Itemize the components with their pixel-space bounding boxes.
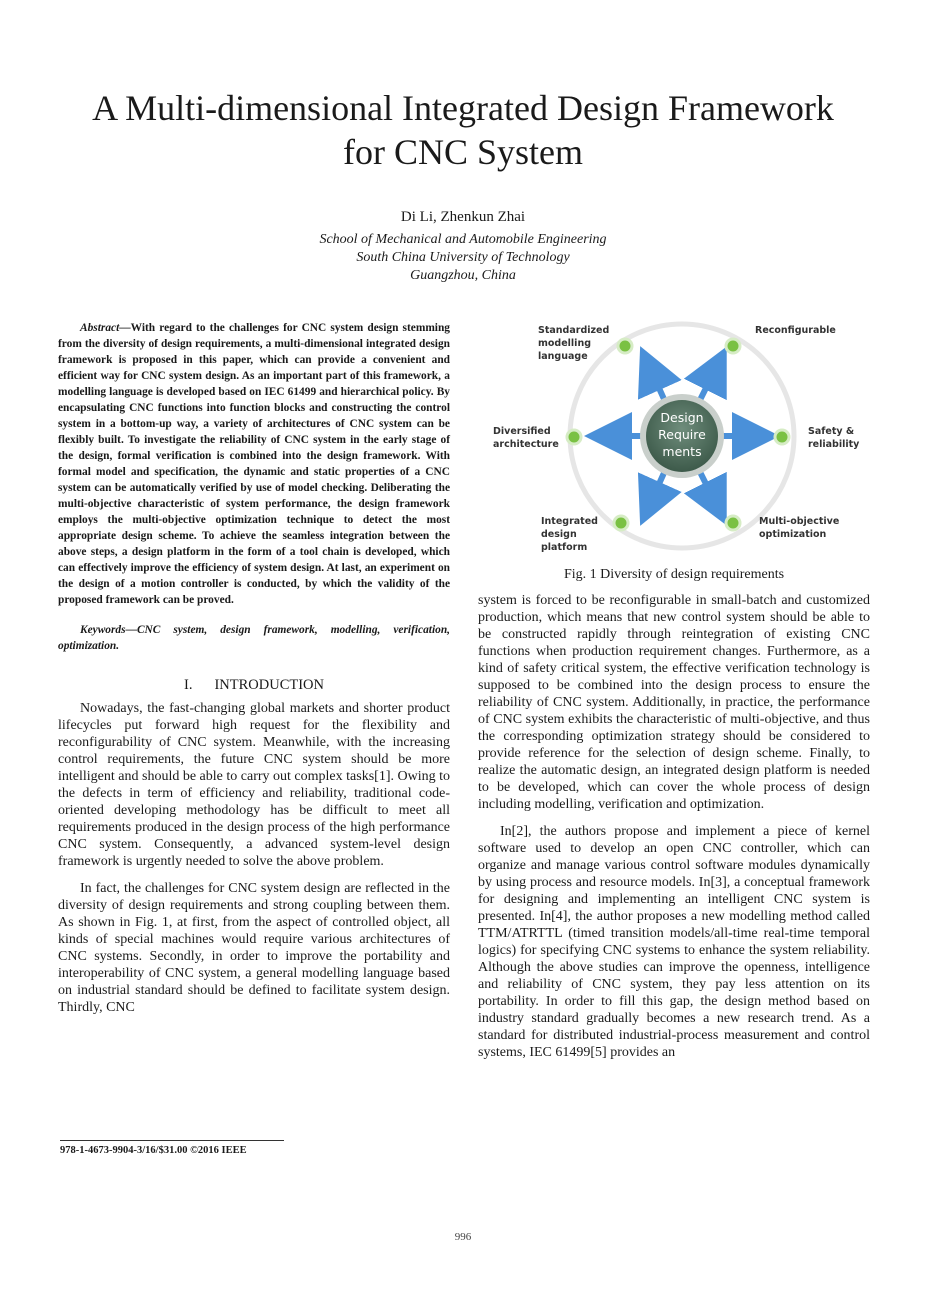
section-heading bbox=[58, 676, 450, 694]
label-bottom-right-2: optimization bbox=[759, 529, 827, 540]
body-paragraph: In[2], the authors propose and implement a piece of kernel software used to develop an open CNC controller, which can organize and manage various control software modules dynamically by using process and resource models. In[3], a conceptual framework for designing and implementing an intelligent CNC system is presented. In[4], the author proposes a new modelling method called TTM/ATRTTL (timed transition models/all-time real-time temporal logics) for specifying CNC systems to enhance the system reliability. Although the above studies can improve the openness, intelligence and reliability of CNC system, they pay less attention on its portability. In order to fill this gap, the design method based on industry standard gradually becomes a new research trend. As a standard for distributed industrial-process measurement and control systems, IEC 61499[5] provides an bbox=[478, 824, 870, 1060]
node-right bbox=[775, 430, 789, 444]
label-top-left-1: Standardized bbox=[538, 325, 610, 336]
section-number: I. bbox=[183, 677, 193, 693]
center-line-1: Design bbox=[660, 410, 704, 425]
node-left bbox=[567, 430, 581, 444]
label-left-2: architecture bbox=[493, 439, 559, 450]
affiliation-location: Guangzhou, China bbox=[410, 268, 516, 283]
figure-diversity-diagram bbox=[478, 318, 882, 588]
abstract-text: —With regard to the challenges for CNC system design stemming from the diversity of design requirements, a multi-dimensional integrated design framework is proposed in this paper, which can provide a convenient and efficient way for CNC system design. As an important part of this framework, a modelling language is developed based on IEC 61499 and hierarchical policy. By encapsulating CNC functions into function blocks and constructing the control system in a bottom-up way, a variety of architectures of CNC system can be flexibly built. To investigate the reliability of CNC system in the early stage of the design, formal verification is combined into the design framework. With formal model and specification, the dynamic and static properties of a CNC system can be automatically verified by use of model checking. Deliberating the multi-objective characteristic of system performance, the design framework employs the multi-objective optimization technique to detect the most appropriate design scheme. To achieve the seamless integration between the above steps, a design platform in the form of a tool chain is developed, which can effectively improve the efficiency of system design. At last, an experiment on the design of a motion controller is conducted, by which the validity of the proposed framework can be proved. bbox=[58, 322, 450, 606]
label-right-1: Safety & bbox=[808, 426, 855, 437]
label-bottom-right-1: Multi-objective bbox=[759, 516, 840, 527]
affiliation-department: School of Mechanical and Automobile Engineering bbox=[319, 232, 607, 247]
body-paragraph: In fact, the challenges for CNC system design are reflected in the diversity of design requirements and strong coupling between them. As shown in Fig. 1, at first, from the aspect of controlled object, all kinds of special machines would require various architectures of CNC systems. Secondly, in order to improve the portability and interoperability of CNC system, a general modelling language based on industrial standard should be defined to facilitate system design. Thirdly, CNC bbox=[58, 881, 450, 1015]
center-line-2: Require bbox=[658, 427, 706, 442]
label-bottom-left-1: Integrated bbox=[541, 516, 598, 527]
right-column bbox=[478, 592, 870, 1061]
copyright-footnote: 978-1-4673-9904-3/16/$31.00 ©2016 IEEE bbox=[60, 1145, 247, 1156]
page-number: 996 bbox=[454, 1231, 472, 1243]
diagram-svg bbox=[478, 318, 882, 568]
body-paragraph: Nowadays, the fast-changing global markets and shorter product lifecycles put forward high request for the flexibility and reconfigurability of CNC system. Meanwhile, with the increasing control requirements, the future CNC system should be more intelligent and should be able to carry out complex tasks[1]. Owing to the defects in term of efficiency and reliability, traditional code-oriented developing methodology has be difficult to meet all requirements produced in the design process of the high performance CNC system. Consequently, a advanced system-level design framework is urgently needed to solve the above problem. bbox=[58, 701, 450, 869]
footnote-rule bbox=[60, 1140, 284, 1141]
label-bottom-left-2: design bbox=[541, 529, 577, 540]
left-column bbox=[58, 320, 450, 1016]
label-top-left-3: language bbox=[538, 351, 588, 362]
center-line-3: ments bbox=[662, 444, 702, 459]
figure-caption: Fig. 1 Diversity of design requirements bbox=[563, 567, 785, 582]
node-bottom-left bbox=[614, 516, 628, 530]
abstract-lead: Abstract bbox=[80, 322, 120, 334]
label-right-2: reliability bbox=[808, 439, 860, 450]
paper-title bbox=[40, 86, 886, 174]
body-paragraph: system is forced to be reconfigurable in small-batch and customized production, which means that new control system should be able to be constructed rapidly through reintegration of existing CNC functions when production requirement changes. Furthermore, as a kind of safety critical system, the effective verification technology is supposed to be combined into the design process to ensure the reliability of CNC system. Additionally, in practice, the performance of CNC system exhibits the characteristic of multi-objective, and thus the corresponding optimization strategy should be considered to provide reference for the selection of design scheme. Finally, to realize the automatic design, an integrated design platform is needed to be developed, which can cover the whole process of design including modelling, verification and optimization. bbox=[478, 593, 870, 812]
section-title: INTRODUCTION bbox=[214, 677, 324, 693]
author-names: Di Li, Zhenkun Zhai bbox=[400, 209, 526, 225]
node-top-right bbox=[726, 339, 740, 353]
label-top-right: Reconfigurable bbox=[755, 325, 836, 336]
title-line-1: A Multi-dimensional Integrated Design Framework bbox=[92, 88, 834, 128]
node-bottom-right bbox=[726, 516, 740, 530]
abstract bbox=[58, 320, 450, 608]
affiliation-university: South China University of Technology bbox=[356, 250, 570, 265]
label-top-left-2: modelling bbox=[538, 338, 592, 349]
keywords: Keywords—CNC system, design framework, modelling, verification, optimization. bbox=[58, 624, 450, 652]
label-bottom-left-3: platform bbox=[541, 542, 588, 553]
title-line-2: for CNC System bbox=[342, 132, 583, 172]
label-left-1: Diversified bbox=[493, 426, 551, 437]
node-top-left bbox=[618, 339, 632, 353]
